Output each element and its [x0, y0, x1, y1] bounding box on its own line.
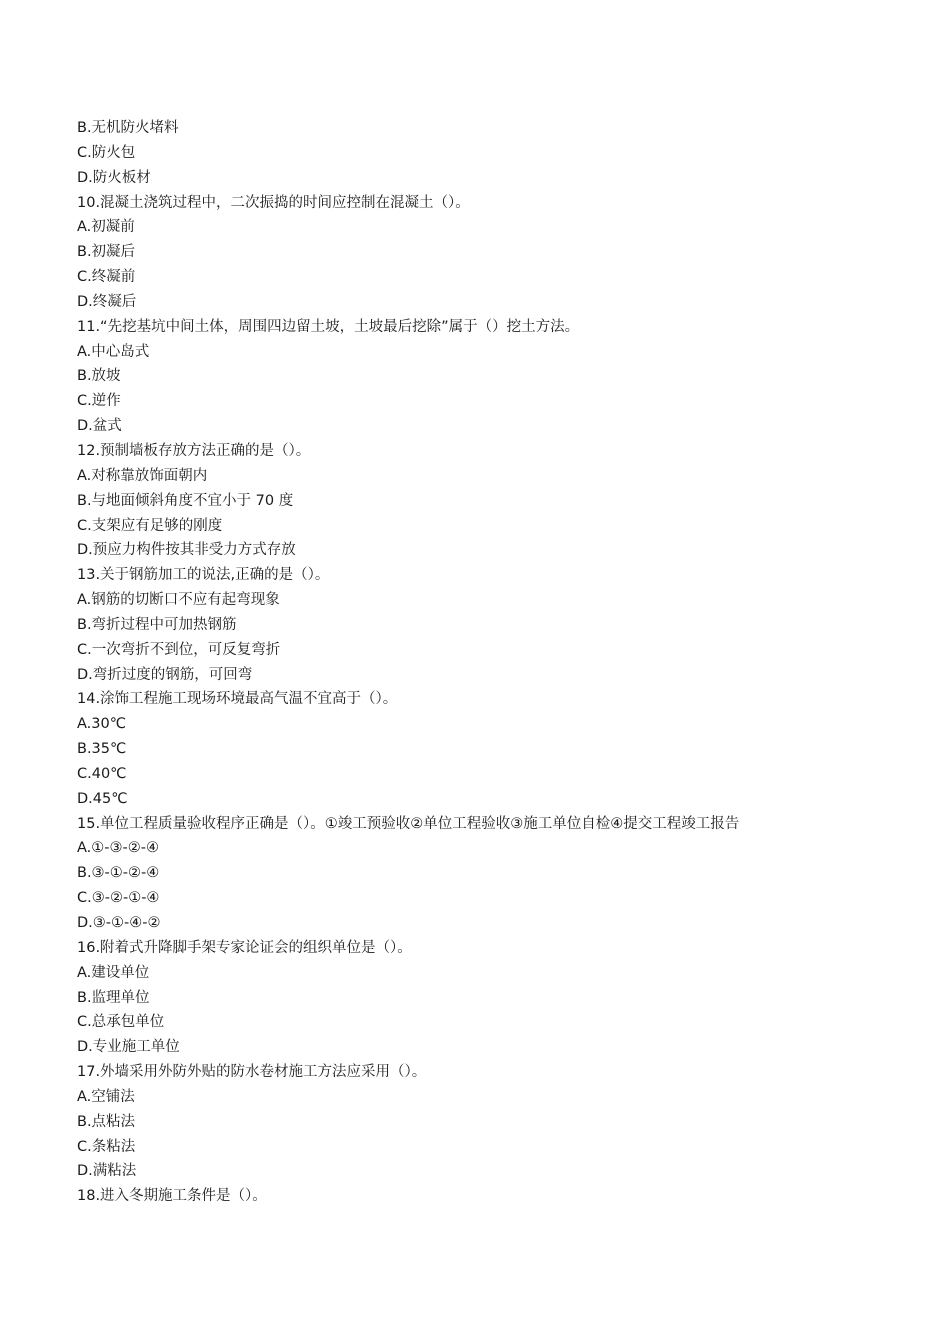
text-line: B.与地面倾斜角度不宜小于 70 度: [77, 492, 294, 509]
text-line: 16.附着式升降脚手架专家论证会的组织单位是（）。: [77, 939, 412, 956]
text-line: C.防火包: [77, 144, 136, 161]
text-line: B.放坡: [77, 368, 121, 385]
text-line: 17.外墙采用外防外贴的防水卷材施工方法应采用（）。: [77, 1064, 427, 1081]
text-line: A.建设单位: [77, 964, 150, 981]
text-line: D.45℃: [77, 790, 128, 807]
text-line: 13.关于钢筋加工的说法,正确的是（）。: [77, 567, 330, 584]
text-line: D.终凝后: [77, 293, 137, 310]
text-line: B.35℃: [77, 741, 127, 758]
text-line: A.初凝前: [77, 219, 135, 236]
text-line: A.①-③-②-④: [77, 840, 159, 857]
text-line: A.30℃: [77, 716, 127, 733]
text-line: 14.涂饰工程施工现场环境最高气温不宜高于（）。: [77, 691, 398, 708]
text-line: C.终凝前: [77, 269, 136, 286]
text-line: B.弯折过程中可加热钢筋: [77, 616, 237, 633]
text-line: A.中心岛式: [77, 343, 150, 360]
text-line: C.40℃: [77, 765, 127, 782]
text-line: D.盆式: [77, 418, 122, 435]
text-line: A.钢筋的切断口不应有起弯现象: [77, 592, 280, 609]
text-line: C.③-②-①-④: [77, 890, 160, 907]
document-body: [77, 116, 877, 1209]
text-line: A.对称靠放饰面朝内: [77, 467, 208, 484]
text-line: D.预应力构件按其非受力方式存放: [77, 542, 296, 559]
text-line: D.弯折过度的钢筋，可回弯: [77, 666, 253, 683]
text-line: B.监理单位: [77, 989, 150, 1006]
text-line: B.③-①-②-④: [77, 865, 160, 882]
text-line: 15.单位工程质量验收程序正确是（）。①竣工预验收②单位工程验收③施工单位自检④提交工程竣工报告: [77, 815, 740, 832]
text-line: 11.“先挖基坑中间土体，周围四边留土坡，土坡最后挖除”属于（）挖土方法。: [77, 318, 580, 335]
text-line: C.一次弯折不到位，可反复弯折: [77, 641, 281, 658]
text-line: A.空铺法: [77, 1088, 135, 1105]
text-line: 18.进入冬期施工条件是（）。: [77, 1188, 267, 1205]
text-line: D.满粘法: [77, 1163, 137, 1180]
text-line: C.条粘法: [77, 1138, 136, 1155]
text-line: C.总承包单位: [77, 1014, 165, 1031]
text-line: B.无机防火堵料: [77, 120, 179, 136]
text-line: D.③-①-④-②: [77, 915, 161, 931]
text-line: C.逆作: [77, 393, 121, 410]
text-line: 12.预制墙板存放方法正确的是（）。: [77, 442, 311, 459]
text-line: B.初凝后: [77, 244, 136, 261]
text-line: 10.混凝土浇筑过程中，二次振捣的时间应控制在混凝土（）。: [77, 194, 470, 211]
text-line: C.支架应有足够的刚度: [77, 517, 223, 534]
text-line: B.点粘法: [77, 1113, 136, 1130]
text-line: D.防火板材: [77, 169, 151, 186]
text-line: D.专业施工单位: [77, 1039, 180, 1056]
